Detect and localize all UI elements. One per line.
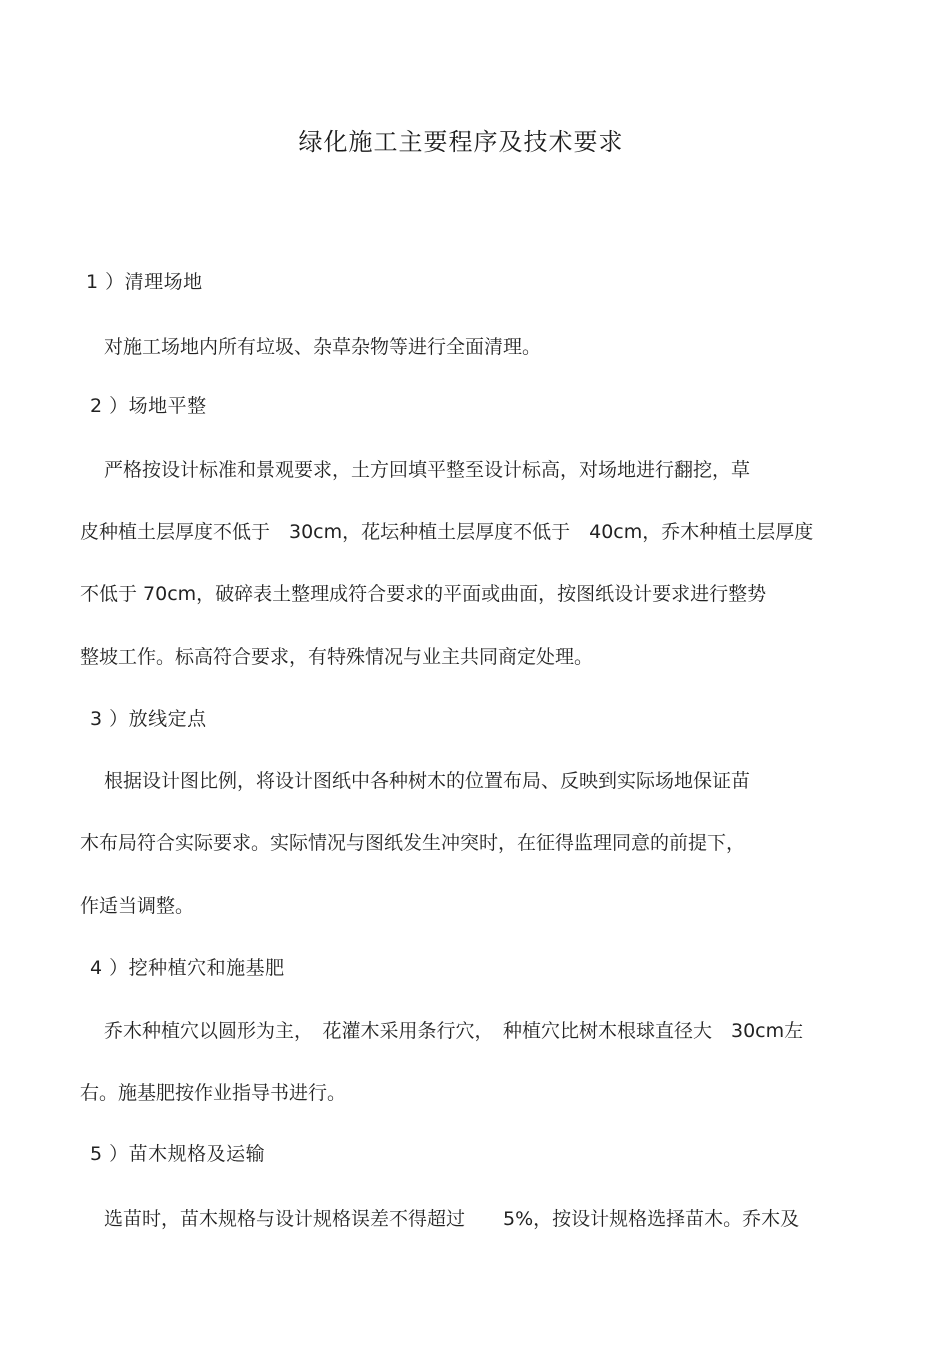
- section-3-line-2: 木布局符合实际要求。实际情况与图纸发生冲突时，在征得监理同意的前提下，: [80, 832, 746, 854]
- section-2-line-1: 严格按设计标准和景观要求，土方回填平整至设计标高，对场地进行翻挖，草: [104, 459, 751, 481]
- section-3-line-3: 作适当调整。: [80, 895, 195, 917]
- section-2-line-3: 不低于 70cm，破碎表土整理成符合要求的平面或曲面，按图纸设计要求进行整势: [80, 583, 767, 605]
- section-heading-2: 2 ）场地平整: [90, 395, 207, 417]
- section-4-line-1: 乔木种植穴以圆形为主， 花灌木采用条行穴， 种植穴比树木根球直径大 30cm左: [104, 1020, 804, 1042]
- section-heading-1: 1 ）清理场地: [86, 271, 203, 293]
- section-heading-5: 5 ）苗木规格及运输: [90, 1143, 266, 1165]
- section-1-line-1: 对施工场地内所有垃圾、杂草杂物等进行全面清理。: [104, 336, 542, 358]
- section-5-line-1: 选苗时，苗木规格与设计规格误差不得超过 5%，按设计规格选择苗木。乔木及: [104, 1208, 800, 1230]
- section-2-line-4: 整坡工作。标高符合要求，有特殊情况与业主共同商定处理。: [80, 646, 594, 668]
- section-heading-4: 4 ）挖种植穴和施基肥: [90, 957, 285, 979]
- page-title: 绿化施工主要程序及技术要求: [298, 128, 624, 156]
- section-2-line-2: 皮种植土层厚度不低于 30cm，花坛种植土层厚度不低于 40cm，乔木种植土层厚度: [80, 521, 814, 543]
- section-heading-3: 3 ）放线定点: [90, 708, 207, 730]
- section-3-line-1: 根据设计图比例，将设计图纸中各种树木的位置布局、反映到实际场地保证苗: [104, 770, 751, 792]
- section-4-line-2: 右。施基肥按作业指导书进行。: [80, 1082, 347, 1104]
